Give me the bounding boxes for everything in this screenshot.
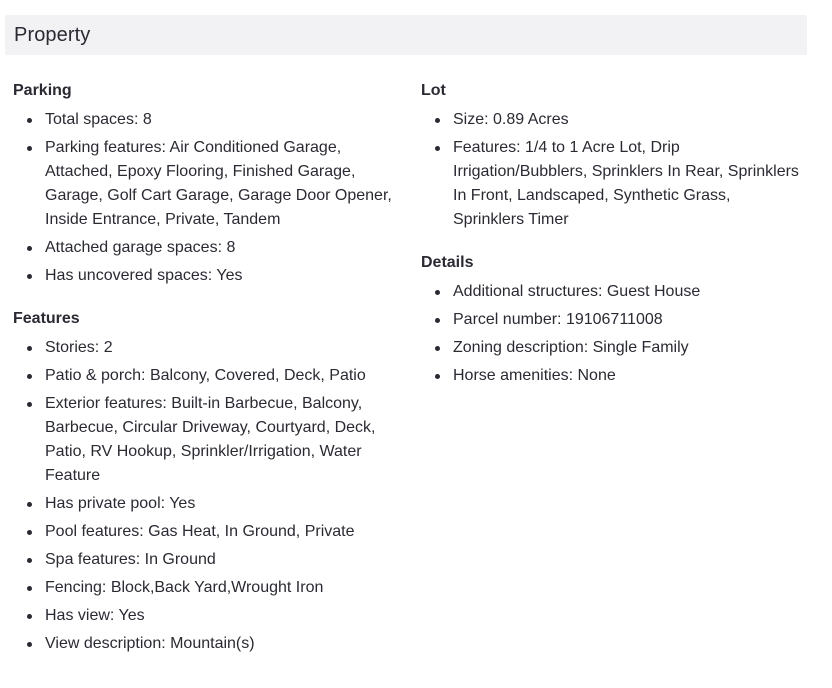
list-item: Additional structures: Guest House [421,280,806,304]
list-item: Patio & porch: Balcony, Covered, Deck, Patio [13,364,398,388]
list-item: Size: 0.89 Acres [421,108,806,132]
list-item: Zoning description: Single Family [421,336,806,360]
lot-section [421,80,806,232]
details-list [421,280,806,388]
list-item: Total spaces: 8 [13,108,398,132]
lot-heading: Lot [421,82,446,99]
parking-heading: Parking [13,82,72,99]
list-item: Spa features: In Ground [13,548,398,572]
list-item: Parking features: Air Conditioned Garage, Attached, Epoxy Flooring, Finished Garage, Garage, Golf Cart Garage, Garage Door Opener, Inside Entrance, Private, Tandem [13,136,398,232]
right-column [421,80,806,408]
list-item: Parcel number: 19106711008 [421,308,806,332]
lot-list [421,108,806,232]
features-heading: Features [13,310,80,327]
list-item: Stories: 2 [13,336,398,360]
details-heading: Details [421,254,474,271]
details-section [421,252,806,388]
list-item: Has view: Yes [13,604,398,628]
list-item: Features: 1/4 to 1 Acre Lot, Drip Irrigation/Bubblers, Sprinklers In Rear, Sprinklers In Front, Landscaped, Synthetic Grass, Sprinklers Timer [421,136,806,232]
list-item: Attached garage spaces: 8 [13,236,398,260]
list-item: Exterior features: Built-in Barbecue, Balcony, Barbecue, Circular Driveway, Courtyard, Deck, Patio, RV Hookup, Sprinkler/Irrigation, Water Feature [13,392,398,488]
list-item: Pool features: Gas Heat, In Ground, Private [13,520,398,544]
left-column [13,80,398,676]
list-item: Has private pool: Yes [13,492,398,516]
list-item: Horse amenities: None [421,364,806,388]
parking-list [13,108,398,288]
section-header[interactable] [5,15,807,55]
parking-section [13,80,398,288]
page-title: Property [14,24,91,46]
features-list [13,336,398,656]
list-item: Has uncovered spaces: Yes [13,264,398,288]
list-item: Fencing: Block,Back Yard,Wrought Iron [13,576,398,600]
list-item: View description: Mountain(s) [13,632,398,656]
features-section [13,308,398,656]
